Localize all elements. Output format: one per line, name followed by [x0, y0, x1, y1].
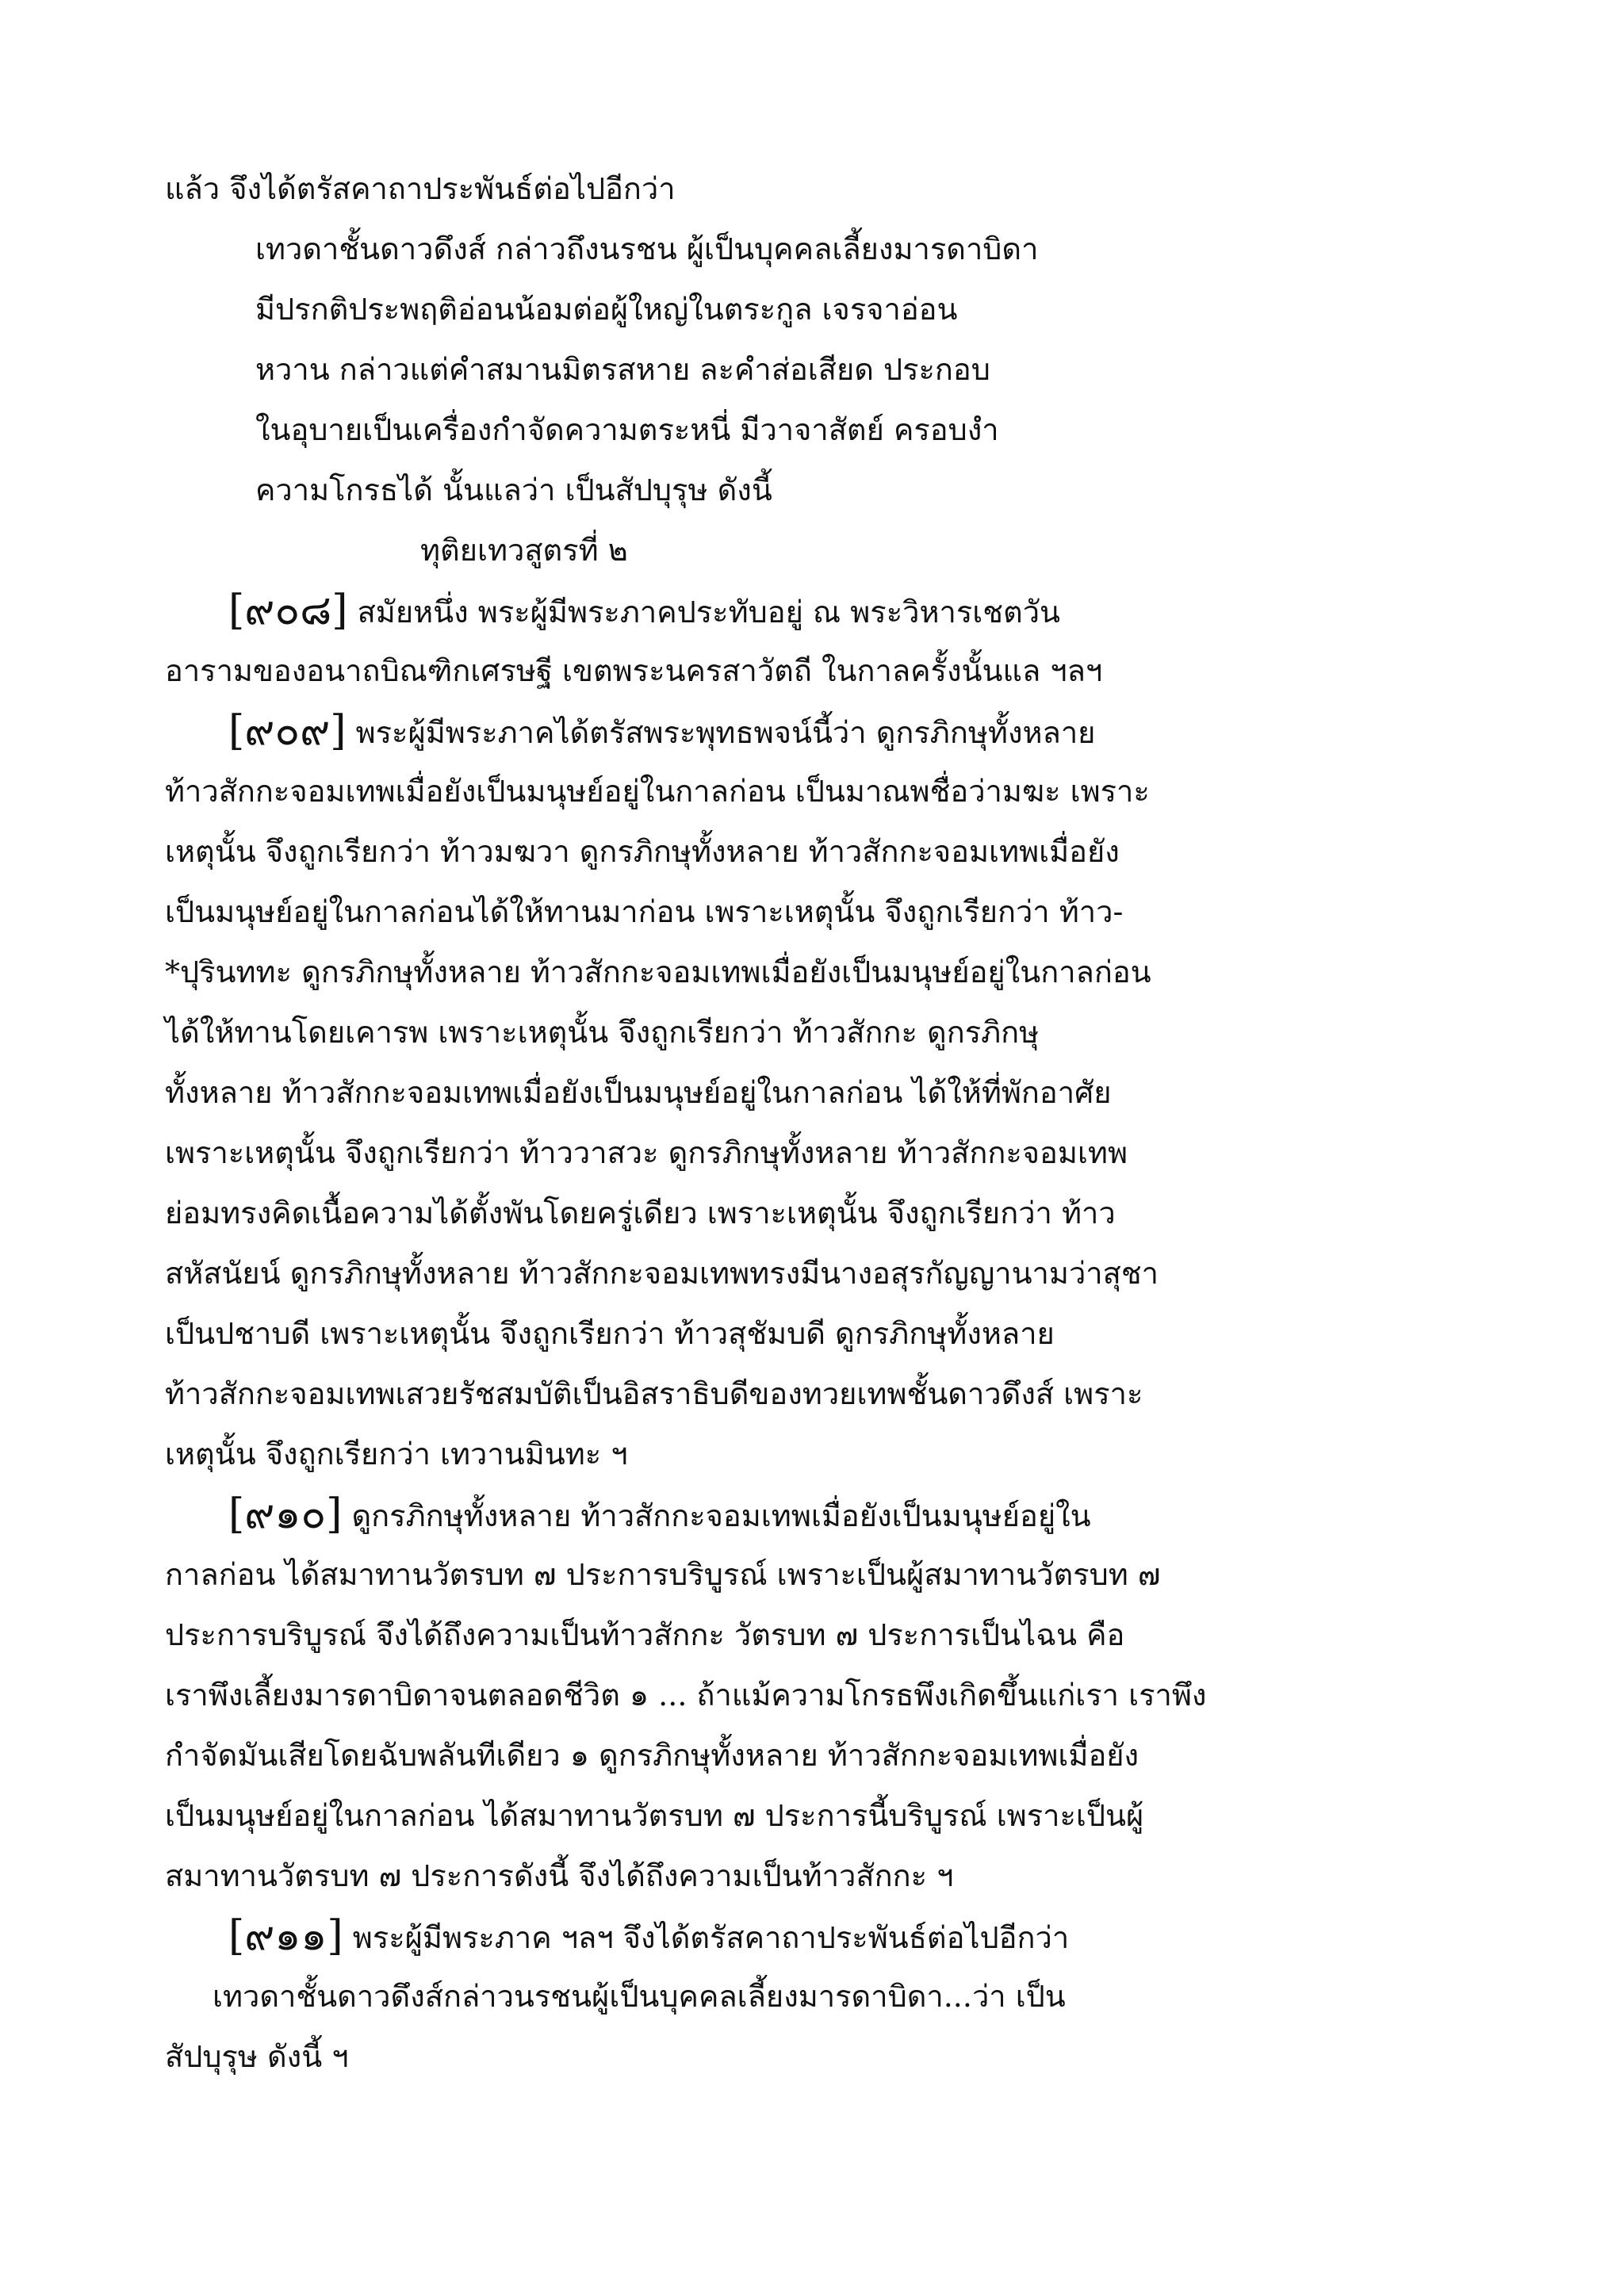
verse-line: เทวดาชั้นดาวดึงส์ กล่าวถึงนรชน ผู้เป็นบุคคลเลี้ยงมารดาบิดา: [255, 232, 1039, 266]
verse-line: เทวดาชั้นดาวดึงส์กล่าวนรชนผู้เป็นบุคคลเลี้ยงมารดาบิดา...ว่า เป็น: [213, 1979, 1066, 2014]
verse-line: หวาน กล่าวแต่คำสมานมิตรสหาย ละคำส่อเสียด ประกอบ: [255, 352, 990, 387]
text-line: กำจัดมันเสียโดยฉับพลันทีเดียว ๑ ดูกรภิกษุทั้งหลาย ท้าวสักกะจอมเทพเมื่อยัง: [165, 1738, 1139, 1773]
paragraph-number: [๙๐๘]: [228, 587, 348, 634]
text-line: ประการบริบูรณ์ จึงได้ถึงความเป็นท้าวสักกะ วัตรบท ๗ ประการเป็นไฉน คือ: [165, 1617, 1125, 1652]
text-line: สหัสนัยน์ ดูกรภิกษุทั้งหลาย ท้าวสักกะจอมเทพทรงมีนางอสุรกัญญานามว่าสุชา: [165, 1256, 1159, 1291]
paragraph-first-line: [228, 1484, 1091, 1544]
paragraph-text: พระผู้มีพระภาค ฯลฯ จึงได้ตรัสคาถาประพันธ์ต่อไปอีกว่า: [352, 1920, 1070, 1955]
paragraph-first-line: [228, 701, 1095, 761]
text-line: แล้ว จึงได้ตรัสคาถาประพันธ์ต่อไปอีกว่า: [165, 171, 676, 206]
text-line: เราพึงเลี้ยงมารดาบิดาจนตลอดชีวิต ๑ ... ถ้าแม้ความโกรธพึงเกิดขึ้นแก่เรา เราพึง: [165, 1678, 1207, 1712]
verse-line: มีปรกติประพฤติอ่อนน้อมต่อผู้ใหญ่ในตระกูล เจรจาอ่อน: [255, 292, 958, 327]
paragraph-text: ดูกรภิกษุทั้งหลาย ท้าวสักกะจอมเทพเมื่อยังเป็นมนุษย์อยู่ใน: [351, 1498, 1091, 1533]
verse-line: ในอุบายเป็นเครื่องกำจัดความตระหนี่ มีวาจาสัตย์ ครอบงำ: [255, 412, 999, 447]
verse-line: ความโกรธได้ นั้นแลว่า เป็นสัปบุรุษ ดังนี้: [255, 473, 772, 507]
paragraph-number: [๙๐๙]: [228, 707, 347, 755]
text-line: ได้ให้ทานโดยเคารพ เพราะเหตุนั้น จึงถูกเรียกว่า ท้าวสักกะ ดูกรภิกษุ: [165, 1015, 1040, 1050]
text-line: ท้าวสักกะจอมเทพเสวยรัชสมบัติเป็นอิสราธิบดีของทวยเทพชั้นดาวดึงส์ เพราะ: [165, 1376, 1143, 1411]
paragraph-first-line: [228, 1906, 1069, 1966]
text-line: ท้าวสักกะจอมเทพเมื่อยังเป็นมนุษย์อยู่ในกาลก่อน เป็นมาณพชื่อว่ามฆะ เพราะ: [165, 774, 1150, 809]
paragraph-first-line: [228, 580, 1060, 641]
text-line: เป็นมนุษย์อยู่ในกาลก่อนได้ให้ทานมาก่อน เพราะเหตุนั้น จึงถูกเรียกว่า ท้าว-: [165, 894, 1124, 929]
text-line: เหตุนั้น จึงถูกเรียกว่า เทวานมินทะ ฯ: [165, 1437, 628, 1471]
text-line: กาลก่อน ได้สมาทานวัตรบท ๗ ประการบริบูรณ์ เพราะเป็นผู้สมาทานวัตรบท ๗: [165, 1557, 1161, 1592]
text-line: สัปบุรุษ ดังนี้ ฯ: [165, 2039, 349, 2074]
text-line: เป็นมนุษย์อยู่ในกาลก่อน ได้สมาทานวัตรบท ๗ ประการนี้บริบูรณ์ เพราะเป็นผู้: [165, 1798, 1144, 1833]
text-line: อารามของอนาถบิณฑิกเศรษฐี เขตพระนครสาวัตถี ในกาลครั้งนั้นแล ฯลฯ: [165, 653, 1103, 688]
paragraph-number: [๙๑๑]: [228, 1912, 343, 1960]
text-line: สมาทานวัตรบท ๗ ประการดังนี้ จึงได้ถึงความเป็นท้าวสักกะ ฯ: [165, 1858, 954, 1893]
text-line: ทั้งหลาย ท้าวสักกะจอมเทพเมื่อยังเป็นมนุษย์อยู่ในกาลก่อน ได้ให้ที่พักอาศัย: [165, 1075, 1112, 1110]
text-line: เหตุนั้น จึงถูกเรียกว่า ท้าวมฆวา ดูกรภิกษุทั้งหลาย ท้าวสักกะจอมเทพเมื่อยัง: [165, 834, 1120, 869]
text-line: ย่อมทรงคิดเนื้อความได้ตั้งพันโดยครู่เดียว เพราะเหตุนั้น จึงถูกเรียกว่า ท้าว: [165, 1196, 1116, 1230]
paragraph-text: สมัยหนึ่ง พระผู้มีพระภาคประทับอยู่ ณ พระวิหารเชตวัน: [357, 595, 1061, 629]
text-line: *ปุรินททะ ดูกรภิกษุทั้งหลาย ท้าวสักกะจอมเทพเมื่อยังเป็นมนุษย์อยู่ในกาลก่อน: [165, 955, 1151, 989]
text-line: เป็นปชาบดี เพราะเหตุนั้น จึงถูกเรียกว่า ท้าวสุชัมบดี ดูกรภิกษุทั้งหลาย: [165, 1316, 1055, 1351]
text-line: เพราะเหตุนั้น จึงถูกเรียกว่า ท้าววาสวะ ดูกรภิกษุทั้งหลาย ท้าวสักกะจอมเทพ: [165, 1135, 1128, 1170]
paragraph-number: [๙๑๐]: [228, 1490, 343, 1538]
paragraph-text: พระผู้มีพระภาคได้ตรัสพระพุทธพจน์นี้ว่า ดูกรภิกษุทั้งหลาย: [355, 715, 1096, 750]
sutta-title: ทุติยเทวสูตรที่ ๒: [420, 533, 628, 568]
